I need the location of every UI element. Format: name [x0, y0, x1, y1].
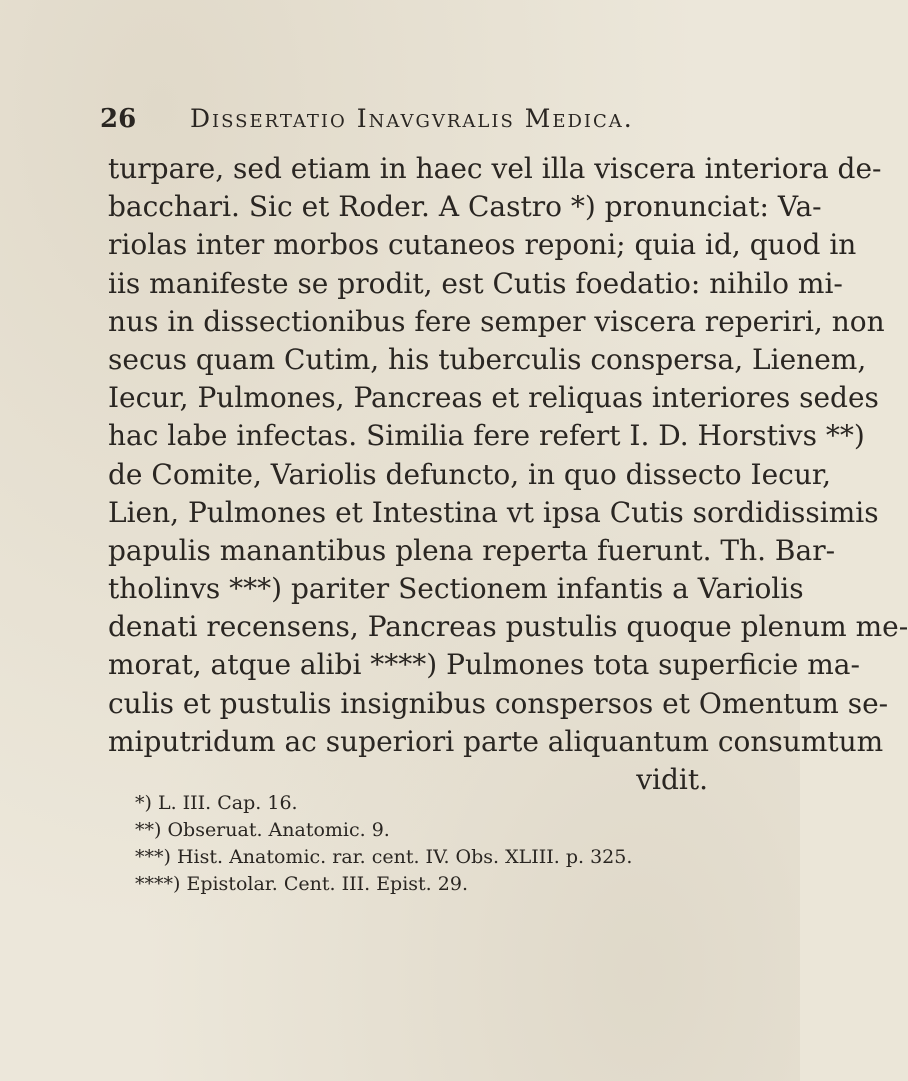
- text-line: denati recensens, Pancreas pustulis quoque plenum me-: [108, 610, 908, 644]
- text-line: de Comite, Variolis defuncto, in quo dissecto Iecur,: [108, 457, 832, 491]
- text-line: nus in dissectionibus fere semper viscera reperiri, non: [108, 304, 885, 338]
- page-number: 26: [100, 104, 137, 134]
- text-line: Iecur, Pulmones, Pancreas et reliquas interiores sedes: [108, 381, 879, 415]
- text-line: papulis manantibus plena reperta fuerunt. Th. Bar-: [108, 533, 836, 567]
- text-line: culis et pustulis insignibus conspersos et Omentum se-: [108, 686, 889, 720]
- text-line: miputridum ac superiori parte aliquantum consumtum: [108, 724, 884, 758]
- page-header: [100, 100, 700, 140]
- text-line: riolas inter morbos cutaneos reponi; quia id, quod in: [108, 228, 857, 262]
- text-line: iis manifeste se prodit, est Cutis foedatio: nihilo mi-: [108, 266, 843, 300]
- footnote: ***) Hist. Anatomic. rar. cent. IV. Obs. XLIII. p. 325.: [135, 846, 633, 868]
- footnotes: [135, 790, 695, 898]
- catchword: vidit.: [636, 763, 708, 796]
- text-line: turpare, sed etiam in haec vel illa viscera interiora de-: [108, 152, 882, 185]
- body-text: [108, 150, 908, 799]
- text-line: hac labe infectas. Similia fere refert I. D. Horstivs **): [108, 419, 865, 453]
- text-line: tholinvs ***) pariter Sectionem infantis a Variolis: [108, 572, 804, 606]
- text-line: morat, atque alibi ****) Pulmones tota superficie ma-: [108, 648, 860, 682]
- text-line: secus quam Cutim, his tuberculis conspersa, Lienem,: [108, 342, 867, 376]
- footnote: **) Obseruat. Anatomic. 9.: [135, 819, 390, 841]
- running-title: Dissertatio Inavgvralis Medica.: [190, 104, 634, 133]
- footnote: ****) Epistolar. Cent. III. Epist. 29.: [135, 873, 468, 895]
- text-line: Lien, Pulmones et Intestina vt ipsa Cutis sordidissimis: [108, 495, 879, 529]
- footnote: *) L. III. Cap. 16.: [135, 792, 298, 814]
- text-line: bacchari. Sic et Roder. A Castro *) pronunciat: Va-: [108, 190, 822, 224]
